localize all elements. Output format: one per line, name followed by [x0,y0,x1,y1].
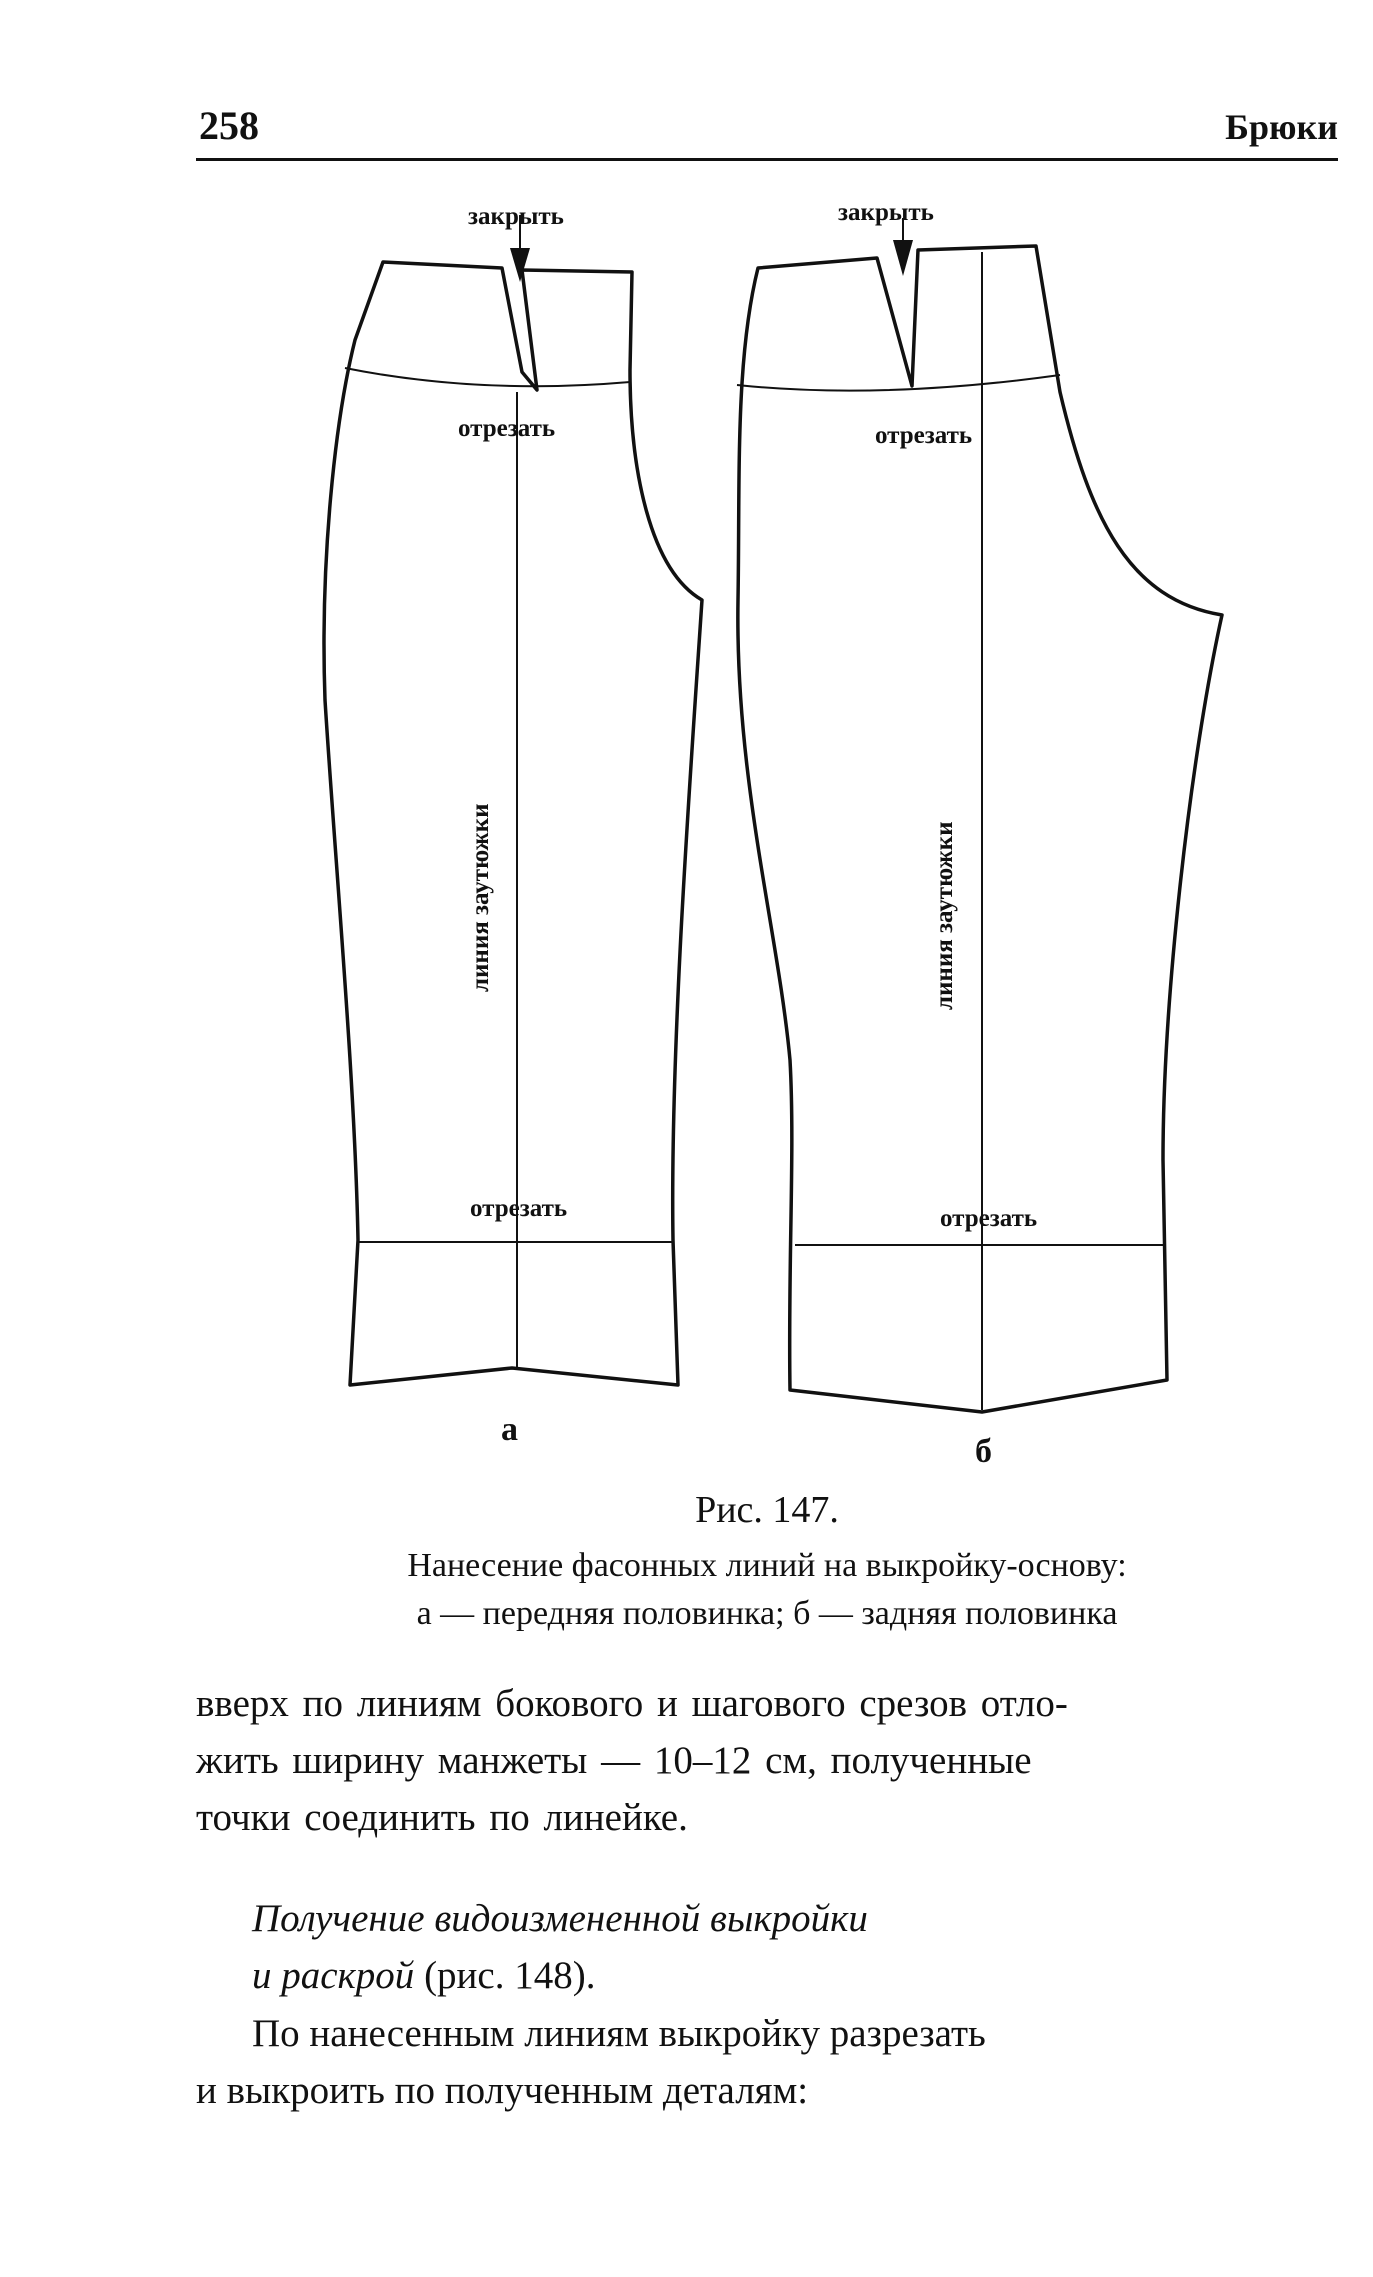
front-panel-letter: а [501,1411,518,1448]
back-yoke-line [737,375,1060,391]
subheading-italic-line-2: и раскрой [252,1954,415,1997]
paragraph-1 [196,1675,1338,1846]
front-cut-top-label: отрезать [458,415,556,442]
paragraph-1-line-1: вверх по линиям бокового и шагового срезов отло- [196,1682,1068,1725]
paragraph-2-line-2: и выкроить по полученным деталям: [196,2069,809,2112]
back-close-label: закрыть [838,199,934,226]
paragraph-2 [196,2005,1338,2119]
back-cut-top-label: отрезать [875,422,973,449]
figure-caption-title: Рис. 147. [695,1489,839,1531]
paragraph-1-line-3: точки соединить по линейке. [196,1796,688,1839]
paragraph-1-line-2: жить ширину манжеты — 10–12 см, полученные [196,1739,1032,1782]
back-panel-letter: б [975,1433,992,1470]
section-subheading [252,1890,1332,2004]
front-close-arrow-icon [510,248,530,282]
back-crease-label: линия заутюжки [931,821,958,1010]
front-crease-label: линия заутюжки [467,803,494,992]
front-yoke-line [345,368,630,386]
back-half-outline [738,246,1222,1412]
front-cut-bottom-label: отрезать [470,1195,568,1222]
page-number: 258 [199,103,259,148]
subheading-italic-line-1: Получение видоизмененной выкройки [252,1897,868,1940]
back-cut-bottom-label: отрезать [940,1205,1038,1232]
figure-caption-line-1: Нанесение фасонных линий на выкройку-основу: [407,1547,1127,1584]
back-close-arrow-icon [893,240,913,276]
paragraph-2-line-1: По нанесенным линиям выкройку разрезать [252,2012,986,2055]
subheading-figure-reference: (рис. 148). [414,1954,596,1997]
running-head: Брюки [1225,107,1338,147]
figure-caption-line-2: а — передняя половинка; б — задняя половинка [416,1595,1118,1632]
front-close-label: закрыть [468,203,564,230]
